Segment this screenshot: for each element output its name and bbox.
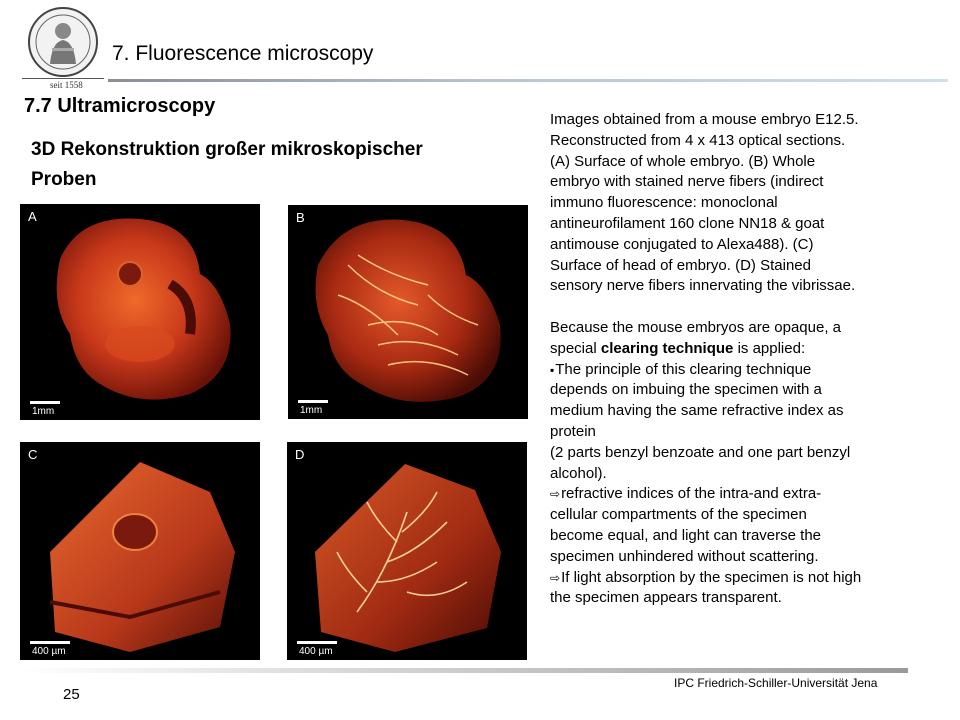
- text-line: the specimen appears transparent.: [550, 589, 782, 607]
- text-line: [550, 339, 945, 360]
- section-title: 7.7 Ultramicroscopy: [24, 95, 216, 117]
- text-span: If light absorption by the specimen is not high: [561, 568, 862, 586]
- text-line: cellular compartments of the specimen: [550, 506, 807, 524]
- subtitle: [31, 135, 531, 195]
- text-span: refractive indices of the intra-and extra-: [561, 485, 822, 503]
- text-line: specimen unhindered without scattering.: [550, 547, 819, 565]
- text-line: become equal, and light can traverse the: [550, 526, 822, 544]
- scale-label: 400 µm: [32, 646, 66, 657]
- scale-label: 1mm: [32, 406, 55, 417]
- scale-label: 400 µm: [299, 646, 333, 657]
- text-span: special: [550, 339, 601, 357]
- logo-year: seit 1558: [50, 80, 83, 90]
- header-divider: [108, 79, 948, 82]
- panel-letter: B: [296, 210, 305, 225]
- scale-bar: [30, 641, 70, 644]
- text-line: (A) Surface of whole embryo. (B) Whole: [550, 152, 816, 170]
- panel-letter: D: [295, 447, 305, 462]
- text-line: immuno fluorescence: monoclonal: [550, 194, 778, 212]
- clearing-technique-emphasis: clearing technique: [600, 339, 734, 357]
- embryo-image-d: [287, 442, 527, 660]
- bullet-line: [550, 360, 945, 381]
- text-line: antimouse conjugated to Alexa488). (C): [550, 235, 814, 253]
- subtitle-line: 3D Rekonstruktion großer mikroskopischer: [31, 139, 423, 160]
- chapter-title: 7. Fluorescence microscopy: [112, 42, 374, 65]
- text-line: Because the mouse embryos are opaque, a: [550, 318, 842, 336]
- arrow-right-icon: ⇨: [550, 487, 561, 502]
- logo-underline: [22, 78, 104, 79]
- text-span: The principle of this clearing technique: [555, 360, 812, 378]
- text-line: protein: [550, 422, 596, 440]
- arrow-line: [550, 568, 945, 589]
- embryo-image-a: [20, 204, 260, 420]
- square-bullet-icon: ▪: [550, 362, 555, 377]
- institution-name: IPC Friedrich-Schiller-Universität Jena: [674, 676, 878, 690]
- text-line: alcohol).: [550, 464, 607, 482]
- text-line: sensory nerve fibers innervating the vibrissae.: [550, 277, 856, 295]
- text-span: is applied:: [733, 339, 806, 357]
- text-line: Reconstructed from 4 x 413 optical sections.: [550, 131, 846, 149]
- text-line: Surface of head of embryo. (D) Stained: [550, 256, 811, 274]
- text-line: embryo with stained nerve fibers (indirect: [550, 173, 824, 191]
- text-line: medium having the same refractive index as: [550, 402, 844, 420]
- description-text: [550, 110, 945, 609]
- embryo-image-b: [288, 205, 528, 419]
- embryo-image-c: [20, 442, 260, 660]
- arrow-line: [550, 484, 945, 505]
- scale-bar: [298, 400, 328, 403]
- text-line: Images obtained from a mouse embryo E12.5.: [550, 111, 859, 128]
- text-line: depends on imbuing the specimen with a: [550, 381, 822, 399]
- panel-letter: A: [28, 209, 37, 224]
- text-line: (2 parts benzyl benzoate and one part benzyl: [550, 443, 851, 461]
- text-line: antineurofilament 160 clone NN18 & goat: [550, 214, 825, 232]
- scale-label: 1mm: [300, 405, 323, 416]
- page-number: 25: [63, 686, 80, 703]
- subtitle-line: Proben: [31, 169, 97, 190]
- arrow-right-icon: ⇨: [550, 570, 561, 585]
- scale-bar: [30, 401, 60, 404]
- footer-divider: [20, 668, 908, 673]
- scale-bar: [297, 641, 337, 644]
- panel-letter: C: [28, 447, 38, 462]
